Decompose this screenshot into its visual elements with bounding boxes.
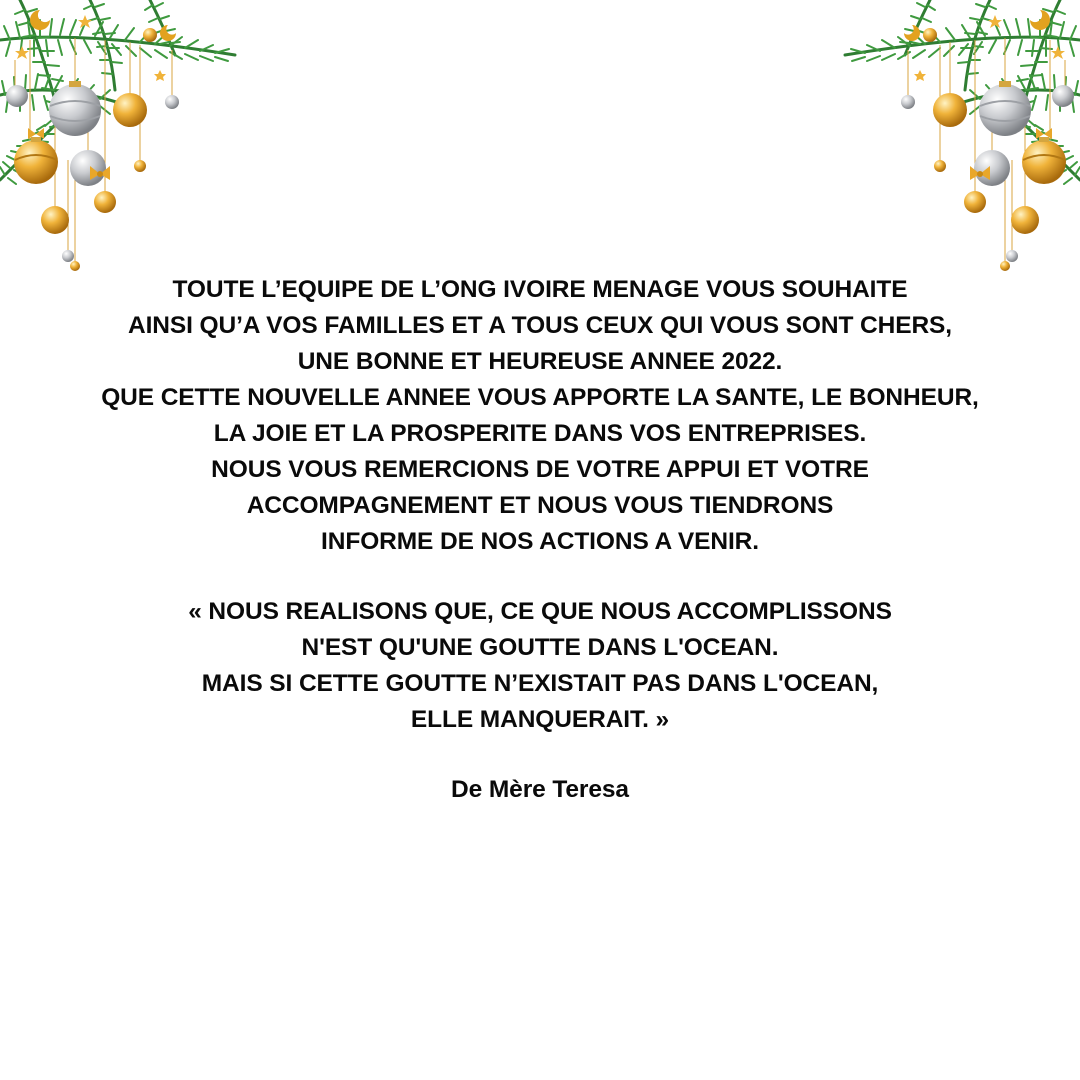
greeting-line: AINSI QU’A VOS FAMILLES ET A TOUS CEUX QUI VOUS SONT CHERS, (127, 312, 952, 339)
paragraph-spacer (0, 560, 1080, 594)
christmas-branch-left-icon (0, 0, 240, 275)
quote-author: De Mère Teresa (451, 776, 629, 803)
quote-line: N'EST QU'UNE GOUTTE DANS L'OCEAN. (301, 634, 779, 661)
christmas-branch-right-icon (840, 0, 1080, 275)
greeting-line: TOUTE L’EQUIPE DE L’ONG IVOIRE MENAGE VOUS SOUHAITE (172, 276, 908, 303)
greeting-message (0, 272, 1080, 808)
greeting-line: LA JOIE ET LA PROSPERITE DANS VOS ENTREPRISES. (213, 420, 867, 447)
greeting-line: UNE BONNE ET HEUREUSE ANNEE 2022. (297, 348, 783, 375)
quote-line: ELLE MANQUERAIT. » (410, 706, 670, 733)
quote-line: MAIS SI CETTE GOUTTE N’EXISTAIT PAS DANS L'OCEAN, (201, 670, 879, 697)
greeting-line: QUE CETTE NOUVELLE ANNEE VOUS APPORTE LA SANTE, LE BONHEUR, (101, 384, 979, 411)
greeting-line: NOUS VOUS REMERCIONS DE VOTRE APPUI ET VOTRE (211, 456, 869, 483)
greeting-line: ACCOMPAGNEMENT ET NOUS VOUS TIENDRONS (246, 492, 834, 519)
greeting-line: INFORME DE NOS ACTIONS A VENIR. (321, 528, 759, 555)
quote-line: « NOUS REALISONS QUE, CE QUE NOUS ACCOMPLISSONS (188, 598, 892, 625)
paragraph-spacer (0, 738, 1080, 772)
